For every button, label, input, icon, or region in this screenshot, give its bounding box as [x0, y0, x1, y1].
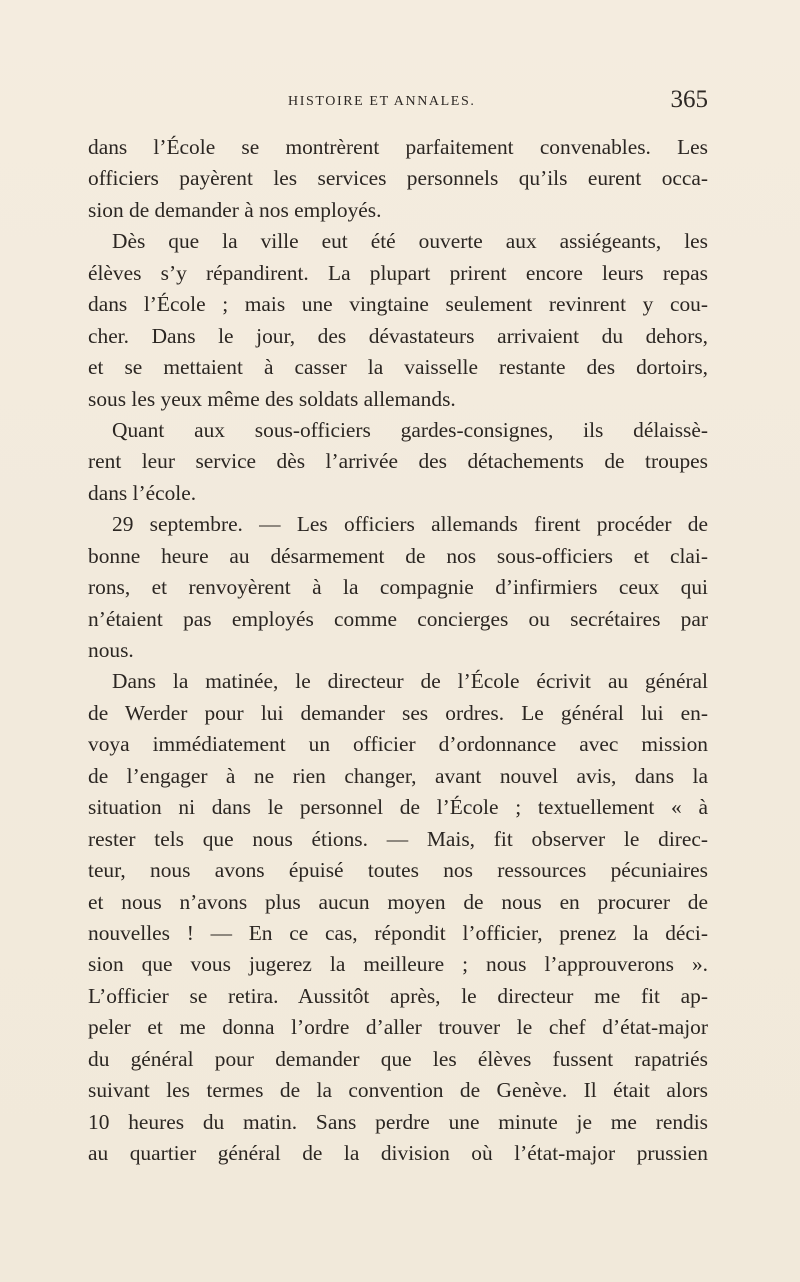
text-line: sion de demander à nos employés. [88, 197, 382, 222]
text-line: élèves s’y répandirent. La plupart prirent encore leurs repas [88, 260, 708, 285]
text-line: suivant les termes de la convention de Genève. Il était alors [88, 1078, 708, 1103]
text-line: sous les yeux même des soldats allemands. [88, 386, 456, 411]
text-line: voya immédiatement un officier d’ordonnance avec mission [88, 732, 708, 757]
text-line: dans l’École se montrèrent parfaitement convenables. Les [88, 135, 708, 159]
text-line: cher. Dans le jour, des dévastateurs arrivaient du dehors, [88, 323, 708, 348]
text-line: dans l’École ; mais une vingtaine seulement revinrent y cou- [88, 292, 708, 317]
text-line: Dès que la ville eut été ouverte aux assiégeants, les [112, 229, 708, 254]
text-line: officiers payèrent les services personnels qu’ils eurent occa- [88, 166, 708, 191]
text-line: du général pour demander que les élèves fussent rapatriés [88, 1046, 708, 1071]
text-line: sion que vous jugerez la meilleure ; nous l’approuverons ». [88, 952, 708, 977]
text-line: 29 septembre. — Les officiers allemands firent procéder de [112, 512, 708, 537]
text-line: peler et me donna l’ordre d’aller trouver le chef d’état-major [88, 1015, 708, 1040]
text-line: rent leur service dès l’arrivée des détachements de troupes [88, 449, 708, 474]
text-line: teur, nous avons épuisé toutes nos ressources pécuniaires [88, 858, 708, 883]
page-number: 365 [670, 86, 708, 113]
text-line: et se mettaient à casser la vaisselle restante des dortoirs, [88, 355, 708, 380]
text-line: situation ni dans le personnel de l’École ; textuellement « à [88, 795, 708, 820]
text-line: nous. [88, 638, 134, 662]
text-line: L’officier se retira. Aussitôt après, le directeur me fit ap- [88, 983, 708, 1008]
body-text [88, 132, 708, 1169]
text-line: dans l’école. [88, 480, 197, 505]
running-head: HISTOIRE ET ANNALES. [288, 94, 476, 109]
text-line: bonne heure au désarmement de nos sous-officiers et clai- [88, 543, 708, 568]
text-line: Dans la matinée, le directeur de l’École écrivit au général [112, 669, 708, 694]
text-line: rons, et renvoyèrent à la compagnie d’infirmiers ceux qui [88, 575, 708, 600]
text-line: Quant aux sous-officiers gardes-consignes, ils délaissè- [112, 417, 708, 442]
text-line: de l’engager à ne rien changer, avant nouvel avis, dans la [88, 763, 708, 788]
text-line: n’étaient pas employés comme concierges ou secrétaires par [88, 606, 708, 631]
text-line: rester tels que nous étions. — Mais, fit observer le direc- [88, 826, 708, 851]
text-line: au quartier général de la division où l’état-major prussien [88, 1141, 708, 1165]
page-header [88, 86, 708, 120]
text-line: et nous n’avons plus aucun moyen de nous en procurer de [88, 889, 708, 914]
text-line: 10 heures du matin. Sans perdre une minute je me rendis [88, 1109, 708, 1134]
text-line: nouvelles ! — En ce cas, répondit l’officier, prenez la déci- [88, 920, 708, 945]
text-line: de Werder pour lui demander ses ordres. Le général lui en- [88, 700, 708, 725]
